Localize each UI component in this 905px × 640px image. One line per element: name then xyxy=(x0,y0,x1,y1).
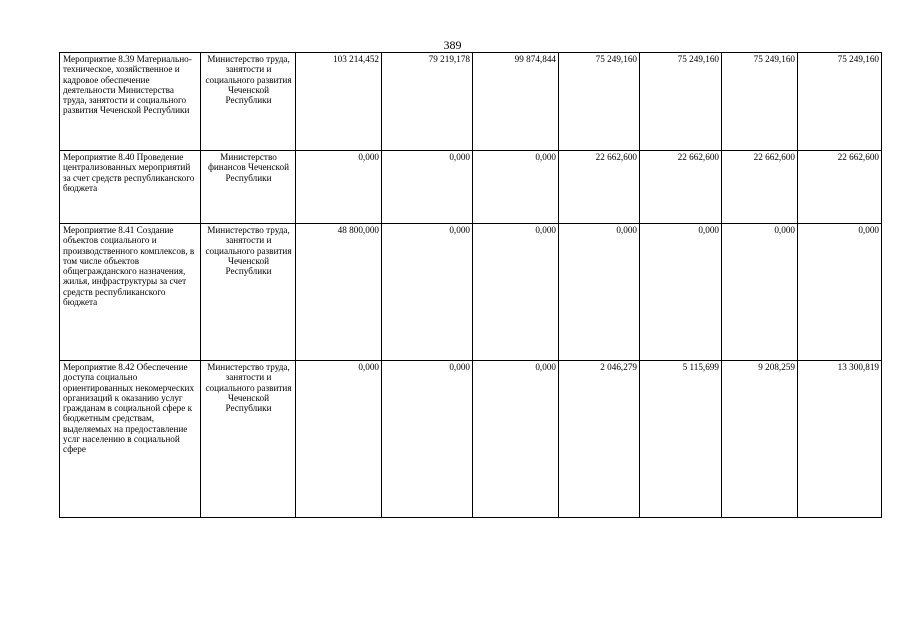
table-row xyxy=(60,361,882,518)
executor-cell: Министерство труда, занятости и социального развития Чеченской Республики xyxy=(201,361,296,518)
value-cell: 103 214,452 xyxy=(296,53,382,151)
measure-name-cell: Мероприятие 8.42 Обеспечение доступа социально ориентированных некомерческих организаций к оказанию услуг гражданам в социальной сфере к бюджетным средствам, выделяемых на предоставление услг населению в социальной сфере xyxy=(60,361,201,518)
value-cell: 2 046,279 xyxy=(559,361,640,518)
value-cell: 75 249,160 xyxy=(798,53,882,151)
measure-name-cell: Мероприятие 8.40 Проведение централизованных мероприятий за счет средств республиканского бюджета xyxy=(60,151,201,224)
table-row xyxy=(60,151,882,224)
page-number: 389 xyxy=(443,38,462,52)
value-cell: 0,000 xyxy=(473,151,559,224)
table-row xyxy=(60,53,882,151)
value-cell: 75 249,160 xyxy=(640,53,722,151)
value-cell: 22 662,600 xyxy=(798,151,882,224)
value-cell: 9 208,259 xyxy=(722,361,798,518)
value-cell: 13 300,819 xyxy=(798,361,882,518)
value-cell: 0,000 xyxy=(473,361,559,518)
value-cell: 0,000 xyxy=(296,361,382,518)
value-cell: 22 662,600 xyxy=(559,151,640,224)
executor-cell: Министерство труда, занятости и социального развития Чеченской Республики xyxy=(201,53,296,151)
value-cell: 5 115,699 xyxy=(640,361,722,518)
value-cell: 22 662,600 xyxy=(640,151,722,224)
value-cell: 0,000 xyxy=(640,224,722,361)
value-cell: 0,000 xyxy=(798,224,882,361)
value-cell: 0,000 xyxy=(382,224,473,361)
measure-name-cell: Мероприятие 8.39 Материально-техническое, хозяйственное и кадровое обеспечение деятельности Министерства труда, занятости и социального развития Чеченской Республики xyxy=(60,53,201,151)
value-cell: 75 249,160 xyxy=(722,53,798,151)
budget-table xyxy=(59,52,882,518)
value-cell: 22 662,600 xyxy=(722,151,798,224)
value-cell: 75 249,160 xyxy=(559,53,640,151)
value-cell: 48 800,000 xyxy=(296,224,382,361)
value-cell: 79 219,178 xyxy=(382,53,473,151)
value-cell: 0,000 xyxy=(382,361,473,518)
value-cell: 0,000 xyxy=(559,224,640,361)
value-cell: 99 874,844 xyxy=(473,53,559,151)
executor-cell: Министерство труда, занятости и социального развития Чеченской Республики xyxy=(201,224,296,361)
value-cell: 0,000 xyxy=(382,151,473,224)
measure-name-cell: Мероприятие 8.41 Создание объектов социального и производственного комплексов, в том числе объектов общегражданского назначения, жилья, инфраструктуры за счет средств республиканского бюджета xyxy=(60,224,201,361)
value-cell: 0,000 xyxy=(296,151,382,224)
table-row xyxy=(60,224,882,361)
executor-cell: Министерство финансов Чеченской Республики xyxy=(201,151,296,224)
value-cell: 0,000 xyxy=(473,224,559,361)
value-cell: 0,000 xyxy=(722,224,798,361)
